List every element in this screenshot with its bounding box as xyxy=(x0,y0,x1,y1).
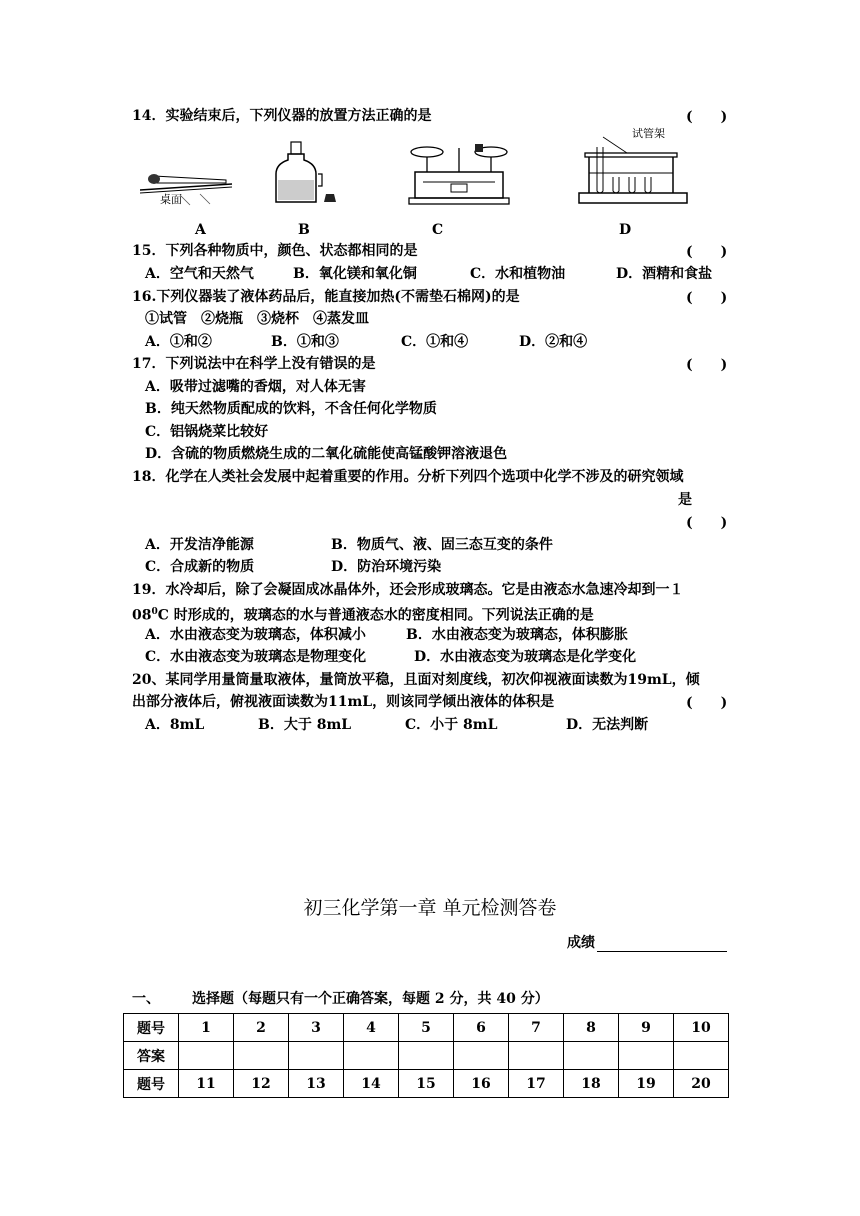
q20-stem-line2: 出部分液体后，俯视液面读数为11mL，则该同学倾出液体的体积是 xyxy=(132,694,555,710)
q14-answer-paren: ( ) xyxy=(686,109,728,125)
answer-cell[interactable] xyxy=(509,1042,564,1070)
answer-sheet-title: 初三化学第一章 单元检测答卷 xyxy=(303,897,557,919)
grade-blank xyxy=(597,937,727,952)
figure-a-test-tube-on-table xyxy=(140,160,235,215)
table-cell: 15 xyxy=(399,1070,454,1098)
answer-cell[interactable] xyxy=(289,1042,344,1070)
section-title: 选择题（每题只有一个正确答案，每题 2 分，共 40 分） xyxy=(192,991,549,1007)
q17-option-b: B．纯天然物质配成的饮料，不含任何化学物质 xyxy=(145,401,437,417)
q18-option-b: B．物质气、液、固三态互变的条件 xyxy=(331,537,553,553)
answer-cell[interactable] xyxy=(674,1042,729,1070)
q15-option-d: D．酒精和食盐 xyxy=(616,266,713,282)
q17-option-c: C．铝锅烧菜比较好 xyxy=(145,424,269,440)
answer-cell[interactable] xyxy=(399,1042,454,1070)
q14-stem: 14．实验结束后，下列仪器的放置方法正确的是 xyxy=(132,108,432,124)
q17-option-a: A．吸带过滤嘴的香烟，对人体无害 xyxy=(145,379,366,395)
table-cell: 11 xyxy=(179,1070,234,1098)
q18-stem: 18．化学在人类社会发展中起着重要的作用。分析下列四个选项中化学不涉及的研究领域 xyxy=(132,469,684,485)
table-cell: 19 xyxy=(619,1070,674,1098)
q19-stem-line2 xyxy=(132,602,594,626)
q20-stem-line1: 20、某同学用量筒量取液体，量筒放平稳，且面对刻度线，初次仰视液面读数为19mL，倾 xyxy=(132,672,700,688)
table-cell: 8 xyxy=(564,1014,619,1042)
answer-cell[interactable] xyxy=(234,1042,289,1070)
table-cell: 16 xyxy=(454,1070,509,1098)
q19-stem-line1: 19．水冷却后，除了会凝固成冰晶体外，还会形成玻璃态。它是由液态水急速冷却到一１ xyxy=(132,582,684,598)
figure-d-rack-label: 试管架 xyxy=(632,127,665,140)
q15-option-a: A．空气和天然气 xyxy=(145,266,254,282)
q17-answer-paren: ( ) xyxy=(686,357,728,373)
answer-table xyxy=(123,1013,729,1098)
figure-label-a: A xyxy=(195,222,206,238)
table-cell: 2 xyxy=(234,1014,289,1042)
q19-option-c: C．水由液态变为玻璃态是物理变化 xyxy=(145,649,367,665)
table-cell: 13 xyxy=(289,1070,344,1098)
q18-answer-paren: ( ) xyxy=(686,515,728,531)
table-cell: 题号 xyxy=(124,1070,179,1098)
q16-stem: 16.下列仪器装了液体药品后，能直接加热(不需垫石棉网)的是 xyxy=(132,289,520,305)
q19-option-a: A．水由液态变为玻璃态，体积减小 xyxy=(145,627,366,643)
q16-option-d: D．②和④ xyxy=(519,334,588,350)
figure-b-reagent-bottle xyxy=(270,140,345,210)
table-cell: 1 xyxy=(179,1014,234,1042)
answer-cell[interactable] xyxy=(619,1042,674,1070)
table-cell: 题号 xyxy=(124,1014,179,1042)
q16-items: ①试管 ②烧瓶 ③烧杯 ④蒸发皿 xyxy=(145,311,369,327)
q19-option-d: D．水由液态变为玻璃态是化学变化 xyxy=(414,649,637,665)
q20-option-c: C．小于 8mL xyxy=(405,717,498,733)
table-cell: 4 xyxy=(344,1014,399,1042)
answer-cell[interactable] xyxy=(179,1042,234,1070)
table-cell: 12 xyxy=(234,1070,289,1098)
q19-temp-value: 08 xyxy=(132,607,152,624)
q15-option-b: B．氧化镁和氧化铜 xyxy=(293,266,417,282)
table-cell: 17 xyxy=(509,1070,564,1098)
table-cell: 20 xyxy=(674,1070,729,1098)
q19-degree-sup: 0 xyxy=(151,607,158,617)
section-number: 一、 xyxy=(132,991,160,1007)
table-cell: 18 xyxy=(564,1070,619,1098)
q20-answer-paren: ( ) xyxy=(686,695,728,711)
figure-label-c: C xyxy=(432,222,444,238)
table-cell: 9 xyxy=(619,1014,674,1042)
table-cell: 14 xyxy=(344,1070,399,1098)
q20-option-d: D．无法判断 xyxy=(566,717,649,733)
q15-option-c: C．水和植物油 xyxy=(470,266,566,282)
q16-answer-paren: ( ) xyxy=(686,290,728,306)
answer-cell[interactable] xyxy=(454,1042,509,1070)
q15-answer-paren: ( ) xyxy=(686,244,728,260)
figure-label-b: B xyxy=(298,222,310,238)
figure-c-balance xyxy=(405,140,515,210)
answer-cell[interactable] xyxy=(344,1042,399,1070)
q18-option-a: A．开发洁净能源 xyxy=(145,537,254,553)
table-cell: 答案 xyxy=(124,1042,179,1070)
q19-option-b: B．水由液态变为玻璃态，体积膨胀 xyxy=(406,627,628,643)
q15-stem: 15．下列各种物质中，颜色、状态都相同的是 xyxy=(132,243,418,259)
q18-option-d: D．防治环境污染 xyxy=(331,559,442,575)
table-cell: 3 xyxy=(289,1014,344,1042)
q19-stem-line2-rest: C 时形成的，玻璃态的水与普通液态水的密度相同。下列说法正确的是 xyxy=(157,607,594,624)
q16-option-a: A．①和② xyxy=(145,334,212,350)
table-cell: 10 xyxy=(674,1014,729,1042)
q18-option-c: C．合成新的物质 xyxy=(145,559,255,575)
table-row xyxy=(124,1042,729,1070)
q20-option-b: B．大于 8mL xyxy=(258,717,352,733)
table-cell: 5 xyxy=(399,1014,454,1042)
figure-a-table-label: 桌面 xyxy=(160,193,182,206)
answer-cell[interactable] xyxy=(564,1042,619,1070)
q20-option-a: A．8mL xyxy=(145,717,205,733)
q17-option-d: D．含硫的物质燃烧生成的二氧化硫能使高锰酸钾溶液退色 xyxy=(145,446,508,462)
q16-option-c: C．①和④ xyxy=(401,334,469,350)
table-cell: 6 xyxy=(454,1014,509,1042)
q18-stem-continued: 是 xyxy=(678,492,692,508)
grade-label: 成绩 xyxy=(567,935,595,951)
figure-label-d: D xyxy=(619,222,632,238)
table-row xyxy=(124,1014,729,1042)
grade-field xyxy=(567,932,727,952)
q16-option-b: B．①和③ xyxy=(271,334,339,350)
table-cell: 7 xyxy=(509,1014,564,1042)
q17-stem: 17．下列说法中在科学上没有错误的是 xyxy=(132,356,376,372)
table-row xyxy=(124,1070,729,1098)
